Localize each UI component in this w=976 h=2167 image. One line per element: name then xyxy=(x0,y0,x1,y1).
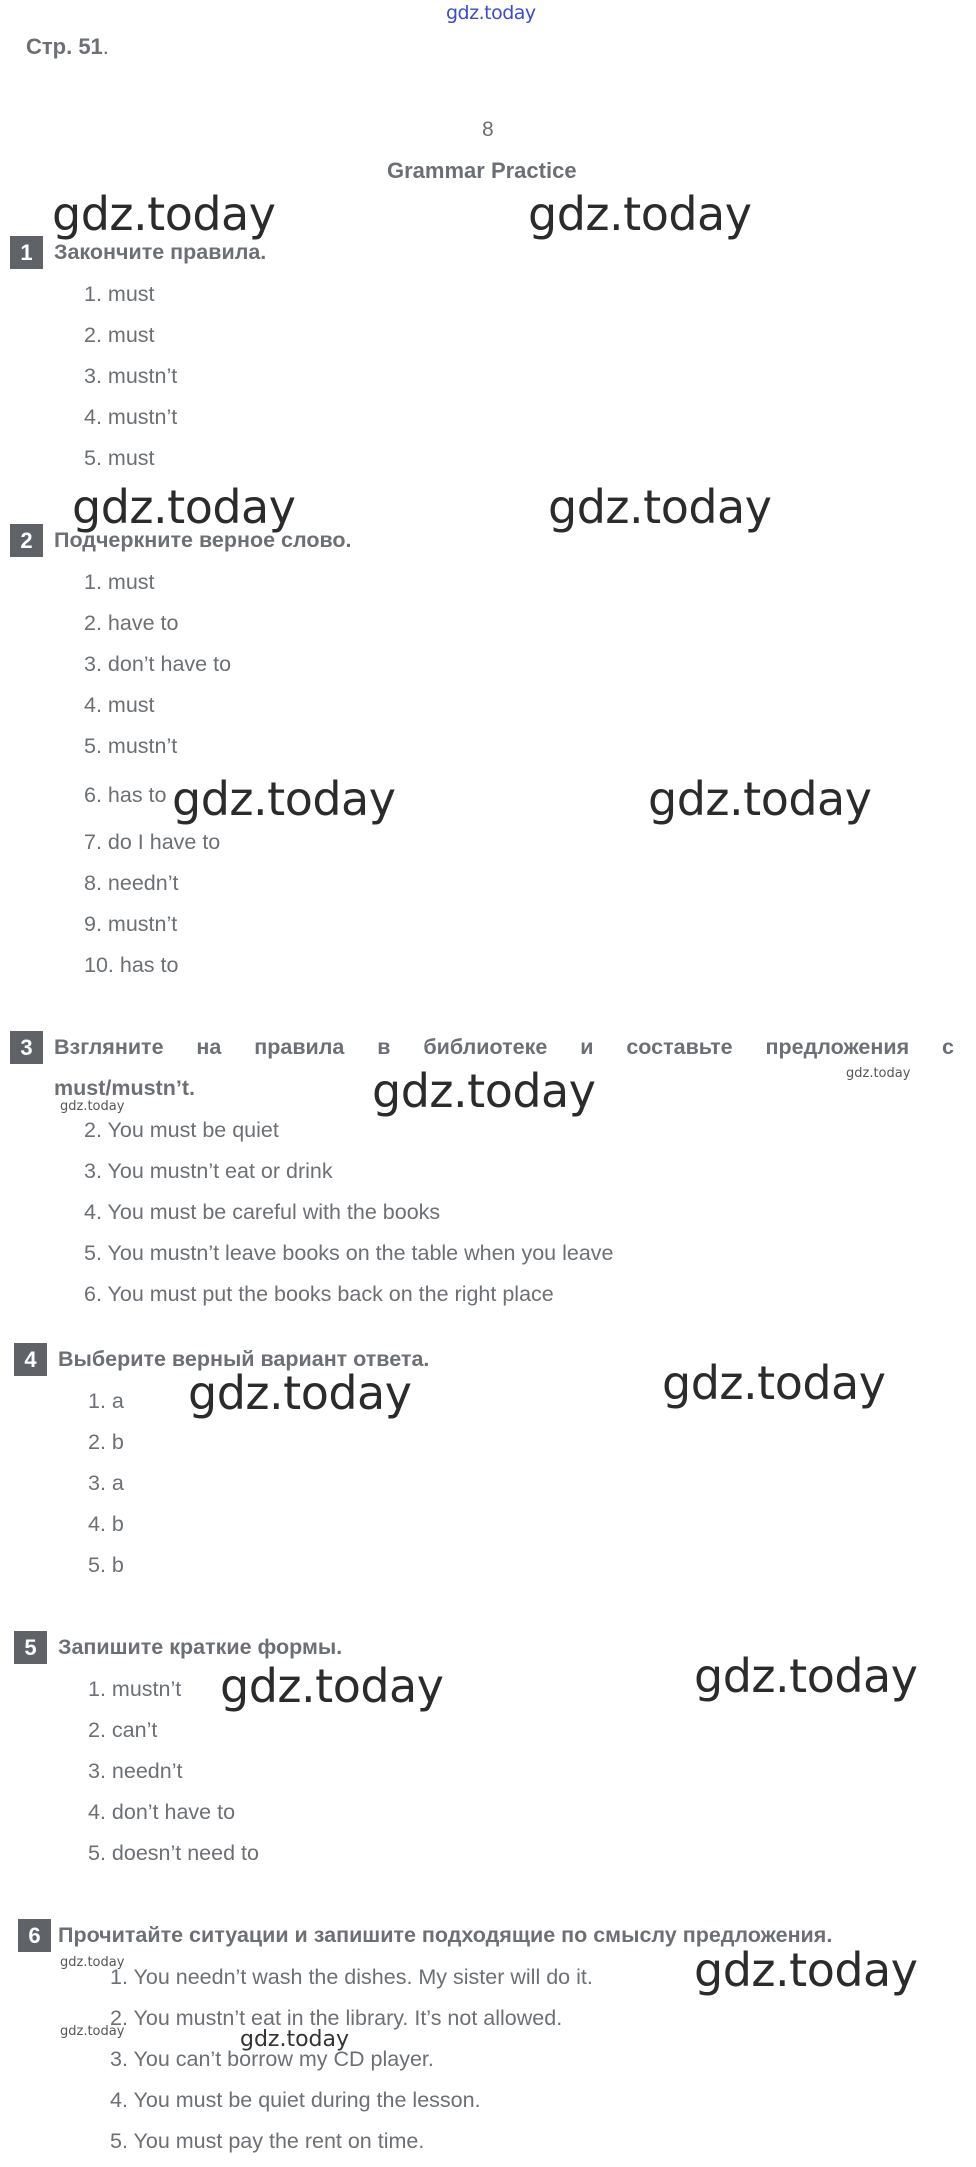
exercise-2-item: 8. needn’t xyxy=(84,871,179,895)
exercise-4-item: 5. b xyxy=(88,1553,124,1577)
watermark: gdz.today xyxy=(220,1659,444,1713)
exercise-6-item: 1. You needn’t wash the dishes. My sister will do it. xyxy=(110,1965,593,1989)
exercise-6-item: 5. You must pay the rent on time. xyxy=(110,2129,425,2153)
exercise-3-item: 2. You must be quiet xyxy=(84,1118,279,1142)
exercise-3-badge: 3 xyxy=(10,1031,43,1064)
instruction-word: и xyxy=(580,1035,594,1059)
exercise-3-instruction-line2: must/mustn’t. xyxy=(54,1076,195,1100)
watermark: gdz.today xyxy=(372,1064,596,1118)
exercise-1-item: 5. must xyxy=(84,446,155,470)
exercise-4-item: 1. a xyxy=(88,1389,124,1413)
watermark: gdz.today xyxy=(52,187,276,241)
watermark-small: gdz.today xyxy=(846,1066,911,1081)
exercise-2-item: 2. have to xyxy=(84,611,179,635)
watermark: gdz.today xyxy=(172,772,396,826)
watermark: gdz.today xyxy=(662,1356,886,1410)
exercise-3-item: 4. You must be careful with the books xyxy=(84,1200,441,1224)
watermark-small: gdz.today xyxy=(60,1955,125,1970)
watermark: gdz.today xyxy=(694,1649,918,1703)
watermark-small: gdz.today xyxy=(60,1099,125,1114)
exercise-5-item: 4. don’t have to xyxy=(88,1800,236,1824)
watermark: gdz.today xyxy=(188,1366,412,1420)
exercise-5-instruction: Запишите краткие формы. xyxy=(58,1635,343,1659)
exercise-5-item: 3. needn’t xyxy=(88,1759,183,1783)
exercise-4-badge: 4 xyxy=(14,1343,47,1376)
exercise-6-badge: 6 xyxy=(18,1919,51,1952)
exercise-2-item: 4. must xyxy=(84,693,155,717)
page-reference-text: Стр. 51 xyxy=(26,34,103,59)
exercise-2-item: 6. has to xyxy=(84,783,167,807)
watermark: gdz.today xyxy=(648,772,872,826)
exercise-2-item: 10. has to xyxy=(84,953,179,977)
exercise-1-item: 4. mustn’t xyxy=(84,405,178,429)
instruction-word: Взгляните xyxy=(54,1035,164,1059)
watermark: gdz.today xyxy=(694,1943,918,1997)
exercise-2-item: 9. mustn’t xyxy=(84,912,178,936)
page-reference-dot: . xyxy=(102,34,109,59)
exercise-6-item: 4. You must be quiet during the lesson. xyxy=(110,2088,481,2112)
watermark: gdz.today xyxy=(548,480,772,534)
exercise-6-instruction: Прочитайте ситуации и запишите подходящие по смыслу предложения. xyxy=(58,1923,833,1947)
unit-number: 8 xyxy=(482,118,494,141)
instruction-word: библиотеке xyxy=(423,1035,548,1059)
instruction-word: в xyxy=(377,1035,391,1059)
exercise-2-badge: 2 xyxy=(10,524,43,557)
exercise-3-item: 5. You mustn’t leave books on the table when you leave xyxy=(84,1241,614,1265)
exercise-5-badge: 5 xyxy=(14,1631,47,1664)
exercise-4-item: 4. b xyxy=(88,1512,124,1536)
exercise-1-item: 3. mustn’t xyxy=(84,364,178,388)
watermark-medium: gdz.today xyxy=(240,2027,350,2052)
top-watermark: gdz.today xyxy=(446,2,536,24)
exercise-4-instruction: Выберите верный вариант ответа. xyxy=(58,1347,430,1371)
exercise-4-item: 3. a xyxy=(88,1471,124,1495)
exercise-3-item: 3. You mustn’t eat or drink xyxy=(84,1159,333,1183)
watermark: gdz.today xyxy=(528,187,752,241)
exercise-1-badge: 1 xyxy=(10,236,43,269)
exercise-2-instruction: Подчеркните верное слово. xyxy=(54,528,352,552)
instruction-word: составьте xyxy=(626,1035,733,1059)
exercise-1-instruction: Закончите правила. xyxy=(54,240,267,264)
exercise-1-item: 2. must xyxy=(84,323,155,347)
instruction-word: с xyxy=(942,1035,954,1059)
exercise-6-item: 3. You can’t borrow my CD player. xyxy=(110,2047,434,2071)
exercise-2-item: 5. mustn’t xyxy=(84,734,178,758)
exercise-5-item: 2. can’t xyxy=(88,1718,158,1742)
instruction-word: предложения xyxy=(765,1035,910,1059)
unit-title: Grammar Practice xyxy=(387,158,577,183)
instruction-word: на xyxy=(196,1035,222,1059)
exercise-2-item: 1. must xyxy=(84,570,155,594)
exercise-5-item: 5. doesn’t need to xyxy=(88,1841,259,1865)
watermark-small: gdz.today xyxy=(60,2024,125,2039)
instruction-word: правила xyxy=(254,1035,345,1059)
exercise-5-item: 1. mustn’t xyxy=(88,1677,182,1701)
watermark: gdz.today xyxy=(72,480,296,534)
exercise-6-item: 2. You mustn’t eat in the library. It’s not allowed. xyxy=(110,2006,563,2030)
exercise-4-item: 2. b xyxy=(88,1430,124,1454)
exercise-2-item: 3. don’t have to xyxy=(84,652,232,676)
exercise-3-item: 6. You must put the books back on the right place xyxy=(84,1282,554,1306)
page-reference xyxy=(26,34,109,60)
exercise-1-item: 1. must xyxy=(84,282,155,306)
exercise-3-instruction xyxy=(54,1035,954,1060)
exercise-2-item: 7. do I have to xyxy=(84,830,221,854)
